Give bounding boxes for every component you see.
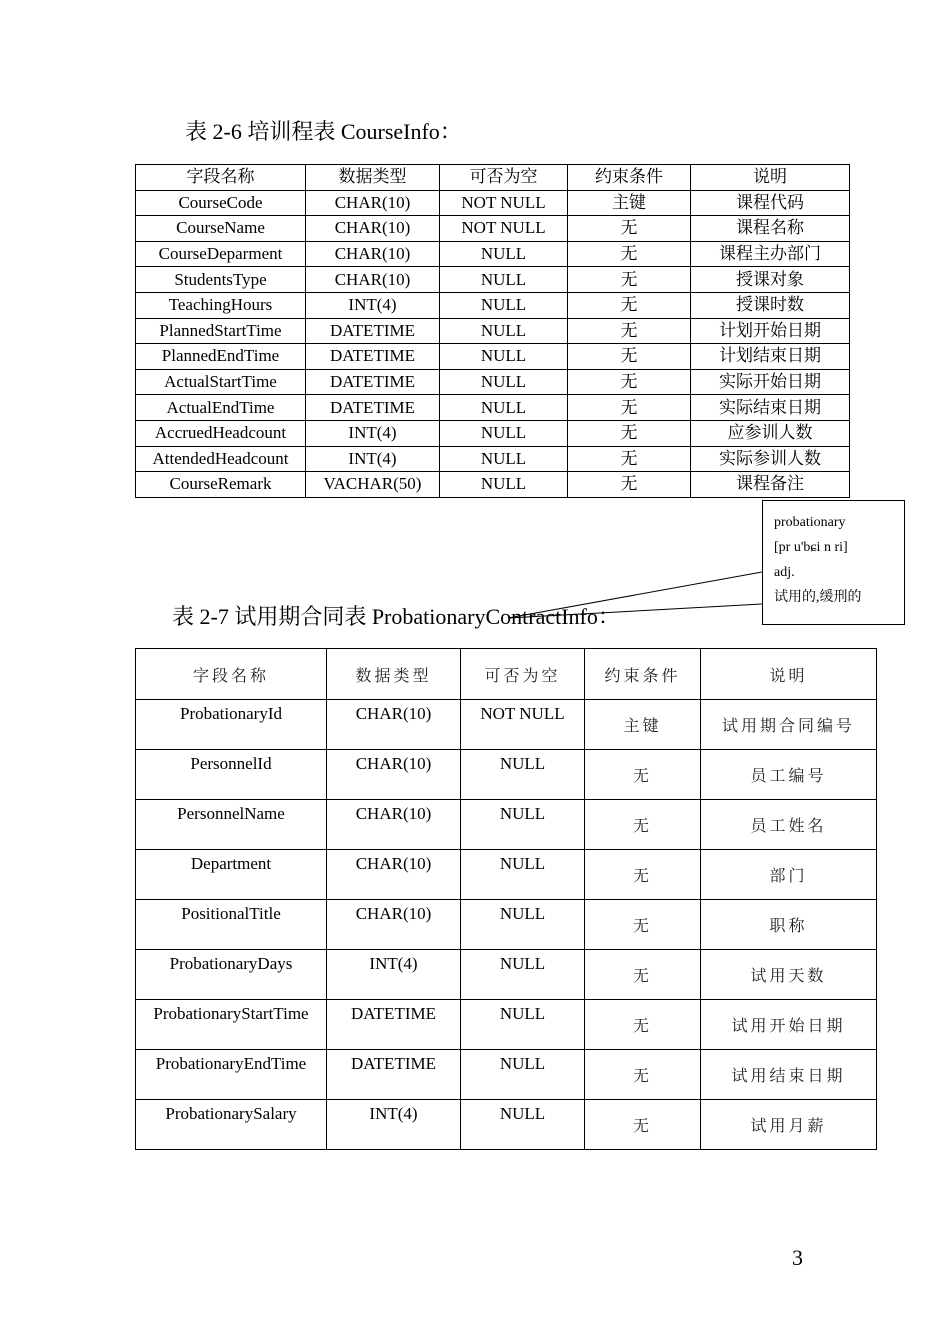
field-name-cell: ProbationaryEndTime: [136, 1050, 327, 1100]
data-type-cell: CHAR(10): [306, 190, 440, 216]
table-row: [136, 369, 850, 395]
description-cell: 应参训人数: [691, 420, 850, 446]
table-row: [136, 1000, 877, 1050]
constraint-cell: 无: [585, 750, 701, 800]
table-row: [136, 850, 877, 900]
field-name-cell: ProbationarySalary: [136, 1100, 327, 1150]
constraint-cell: 无: [568, 292, 691, 318]
description-cell: 员工姓名: [701, 800, 877, 850]
data-type-cell: DATETIME: [306, 395, 440, 421]
data-type-cell: INT(4): [327, 950, 461, 1000]
field-name-cell: CourseName: [136, 216, 306, 242]
table-row: [136, 190, 850, 216]
table-row: [136, 1050, 877, 1100]
table1-caption: 表 2-6 培训程表 CourseInfo：: [185, 119, 462, 144]
table-row: [136, 318, 850, 344]
field-name-cell: CourseDeparment: [136, 241, 306, 267]
description-cell: 试用天数: [701, 950, 877, 1000]
table2-caption: 表 2-7 试用期合同表 ProbationaryContractInfo：: [172, 604, 620, 629]
nullable-cell: NULL: [440, 344, 568, 370]
table-header-row: [136, 165, 850, 191]
constraint-cell: 无: [568, 446, 691, 472]
description-cell: 员工编号: [701, 750, 877, 800]
nullable-cell: NOT NULL: [440, 190, 568, 216]
constraint-cell: 无: [568, 420, 691, 446]
field-name-cell: PersonnelName: [136, 800, 327, 850]
data-type-cell: CHAR(10): [327, 800, 461, 850]
probationary-contract-table: [135, 648, 877, 1150]
data-type-cell: CHAR(10): [306, 267, 440, 293]
table-row: [136, 446, 850, 472]
dictionary-tooltip: [762, 500, 905, 625]
field-name-cell: StudentsType: [136, 267, 306, 293]
description-cell: 实际结束日期: [691, 395, 850, 421]
constraint-cell: 无: [568, 369, 691, 395]
data-type-cell: VACHAR(50): [306, 472, 440, 498]
field-name-cell: PersonnelId: [136, 750, 327, 800]
description-cell: 试用月薪: [701, 1100, 877, 1150]
tooltip-part-of-speech: adj.: [774, 565, 795, 580]
header-nullable: 可否为空: [440, 165, 568, 191]
field-name-cell: CourseCode: [136, 190, 306, 216]
data-type-cell: INT(4): [327, 1100, 461, 1150]
nullable-cell: NULL: [461, 900, 585, 950]
constraint-cell: 无: [585, 1100, 701, 1150]
tooltip-word: probationary: [774, 515, 846, 530]
data-type-cell: DATETIME: [306, 344, 440, 370]
constraint-cell: 无: [585, 800, 701, 850]
table-row: [136, 1100, 877, 1150]
nullable-cell: NULL: [461, 750, 585, 800]
description-cell: 实际开始日期: [691, 369, 850, 395]
table-row: [136, 700, 877, 750]
constraint-cell: 无: [585, 1000, 701, 1050]
data-type-cell: CHAR(10): [306, 241, 440, 267]
header-field-name: 字段名称: [136, 165, 306, 191]
field-name-cell: AttendedHeadcount: [136, 446, 306, 472]
nullable-cell: NULL: [461, 1050, 585, 1100]
constraint-cell: 无: [585, 900, 701, 950]
table-row: [136, 267, 850, 293]
table-row: [136, 344, 850, 370]
field-name-cell: PlannedEndTime: [136, 344, 306, 370]
description-cell: 计划开始日期: [691, 318, 850, 344]
data-type-cell: CHAR(10): [327, 850, 461, 900]
header-constraint: 约束条件: [585, 649, 701, 700]
field-name-cell: AccruedHeadcount: [136, 420, 306, 446]
table-row: [136, 241, 850, 267]
table-row: [136, 472, 850, 498]
header-data-type: 数据类型: [306, 165, 440, 191]
nullable-cell: NULL: [440, 420, 568, 446]
constraint-cell: 主键: [585, 700, 701, 750]
tooltip-definition: 试用的,缓刑的: [774, 590, 862, 605]
description-cell: 部门: [701, 850, 877, 900]
header-data-type: 数据类型: [327, 649, 461, 700]
constraint-cell: 无: [585, 950, 701, 1000]
field-name-cell: PlannedStartTime: [136, 318, 306, 344]
table-row: [136, 420, 850, 446]
field-name-cell: ProbationaryStartTime: [136, 1000, 327, 1050]
description-cell: 授课对象: [691, 267, 850, 293]
nullable-cell: NULL: [440, 446, 568, 472]
nullable-cell: NULL: [461, 850, 585, 900]
table-row: [136, 395, 850, 421]
constraint-cell: 无: [568, 267, 691, 293]
description-cell: 试用结束日期: [701, 1050, 877, 1100]
header-nullable: 可否为空: [461, 649, 585, 700]
description-cell: 课程备注: [691, 472, 850, 498]
field-name-cell: ActualEndTime: [136, 395, 306, 421]
constraint-cell: 无: [585, 850, 701, 900]
constraint-cell: 无: [568, 216, 691, 242]
nullable-cell: NULL: [440, 472, 568, 498]
data-type-cell: DATETIME: [306, 369, 440, 395]
header-field-name: 字段名称: [136, 649, 327, 700]
data-type-cell: INT(4): [306, 420, 440, 446]
field-name-cell: CourseRemark: [136, 472, 306, 498]
table-header-row: [136, 649, 877, 700]
field-name-cell: Department: [136, 850, 327, 900]
nullable-cell: NULL: [440, 395, 568, 421]
nullable-cell: NULL: [440, 267, 568, 293]
field-name-cell: PositionalTitle: [136, 900, 327, 950]
data-type-cell: CHAR(10): [327, 700, 461, 750]
description-cell: 试用期合同编号: [701, 700, 877, 750]
data-type-cell: CHAR(10): [306, 216, 440, 242]
constraint-cell: 无: [568, 395, 691, 421]
table-row: [136, 750, 877, 800]
description-cell: 授课时数: [691, 292, 850, 318]
description-cell: 实际参训人数: [691, 446, 850, 472]
field-name-cell: ProbationaryDays: [136, 950, 327, 1000]
header-constraint: 约束条件: [568, 165, 691, 191]
description-cell: 计划结束日期: [691, 344, 850, 370]
table-row: [136, 950, 877, 1000]
description-cell: 课程名称: [691, 216, 850, 242]
constraint-cell: 无: [568, 241, 691, 267]
table-row: [136, 216, 850, 242]
data-type-cell: INT(4): [306, 446, 440, 472]
nullable-cell: NULL: [440, 292, 568, 318]
page-number: 3: [792, 1245, 803, 1270]
table-row: [136, 292, 850, 318]
nullable-cell: NULL: [440, 318, 568, 344]
description-cell: 课程主办部门: [691, 241, 850, 267]
constraint-cell: 主键: [568, 190, 691, 216]
nullable-cell: NULL: [461, 1100, 585, 1150]
table-row: [136, 900, 877, 950]
data-type-cell: DATETIME: [327, 1050, 461, 1100]
field-name-cell: ActualStartTime: [136, 369, 306, 395]
data-type-cell: INT(4): [306, 292, 440, 318]
header-description: 说明: [691, 165, 850, 191]
nullable-cell: NOT NULL: [461, 700, 585, 750]
description-cell: 课程代码: [691, 190, 850, 216]
constraint-cell: 无: [568, 472, 691, 498]
course-info-table: [135, 164, 850, 498]
nullable-cell: NULL: [461, 950, 585, 1000]
nullable-cell: NOT NULL: [440, 216, 568, 242]
nullable-cell: NULL: [440, 369, 568, 395]
constraint-cell: 无: [568, 344, 691, 370]
nullable-cell: NULL: [461, 800, 585, 850]
data-type-cell: CHAR(10): [327, 900, 461, 950]
description-cell: 试用开始日期: [701, 1000, 877, 1050]
data-type-cell: DATETIME: [306, 318, 440, 344]
constraint-cell: 无: [585, 1050, 701, 1100]
constraint-cell: 无: [568, 318, 691, 344]
header-description: 说明: [701, 649, 877, 700]
field-name-cell: TeachingHours: [136, 292, 306, 318]
description-cell: 职称: [701, 900, 877, 950]
nullable-cell: NULL: [440, 241, 568, 267]
data-type-cell: DATETIME: [327, 1000, 461, 1050]
table-row: [136, 800, 877, 850]
field-name-cell: ProbationaryId: [136, 700, 327, 750]
data-type-cell: CHAR(10): [327, 750, 461, 800]
nullable-cell: NULL: [461, 1000, 585, 1050]
tooltip-phonetic: [pr u'bɕi n ri]: [774, 540, 848, 555]
